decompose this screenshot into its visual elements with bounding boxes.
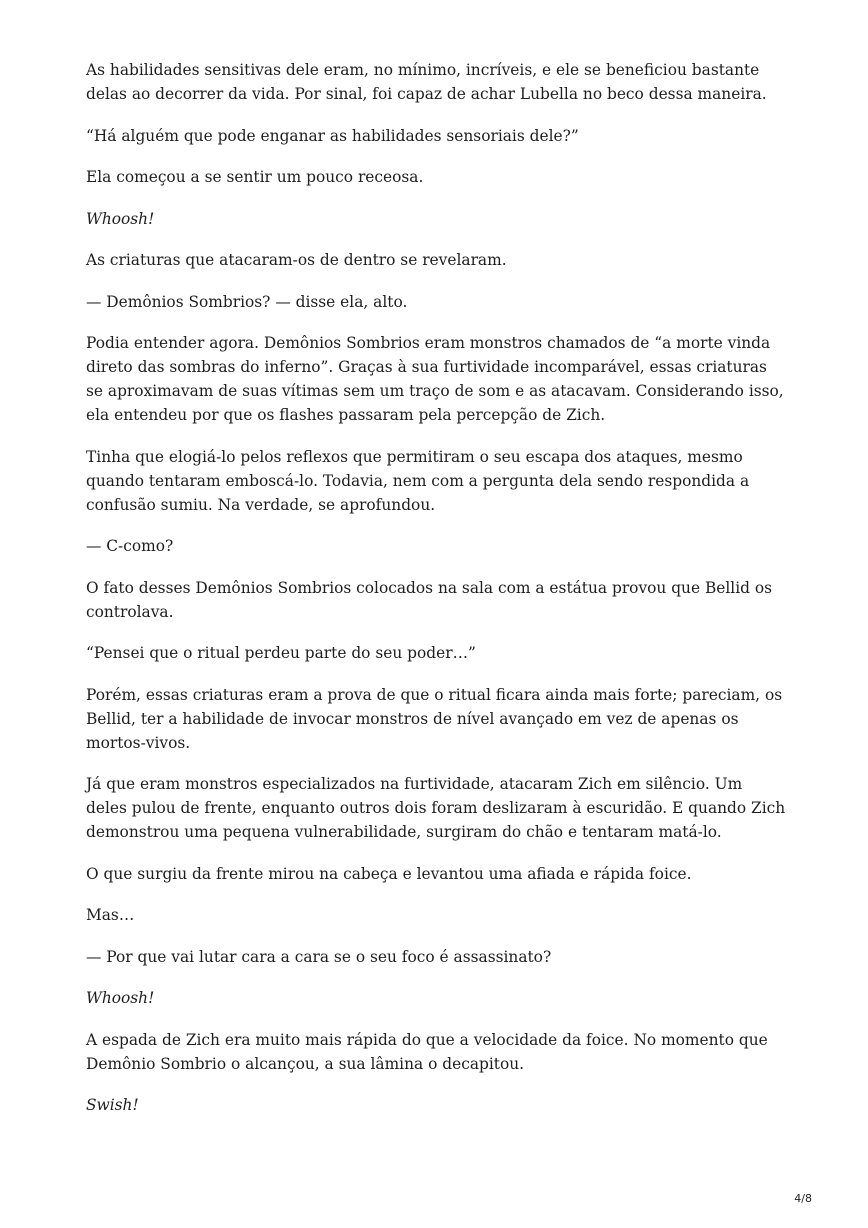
document-body xyxy=(86,58,786,1135)
sound-effect: Swish! xyxy=(86,1096,139,1114)
paragraph: A espada de Zich era muito mais rápida do que a velocidade da foice. No momento que Demônio Sombrio o alcançou, a sua lâmina o decapitou. xyxy=(86,1030,768,1073)
paragraph: “Há alguém que pode enganar as habilidades sensoriais dele?” xyxy=(86,126,579,145)
paragraph: As criaturas que atacaram-os de dentro se revelaram. xyxy=(86,251,507,269)
paragraph: — C-como? xyxy=(86,537,174,555)
paragraph: Porém, essas criaturas eram a prova de que o ritual ficara ainda mais forte; pareciam, os Bellid, ter a habilidade de invocar monstros de nível avançado em vez de apenas os mortos-vivos. xyxy=(86,685,783,752)
paragraph: Mas… xyxy=(86,906,135,924)
page-number: 4/8 xyxy=(794,1192,812,1205)
paragraph: — Demônios Sombrios? — disse ela, alto. xyxy=(86,292,408,311)
paragraph: O que surgiu da frente mirou na cabeça e levantou uma afiada e rápida foice. xyxy=(86,864,692,883)
paragraph: As habilidades sensitivas dele eram, no mínimo, incríveis, e ele se beneficiou bastante delas ao decorrer da vida. Por sinal, foi capaz de achar Lubella no beco dessa maneira. xyxy=(86,61,767,103)
paragraph: — Por que vai lutar cara a cara se o seu foco é assassinato? xyxy=(86,947,552,966)
paragraph: Tinha que elogiá-lo pelos reflexos que permitiram o seu escapa dos ataques, mesmo quando tentaram emboscá-lo. Todavia, nem com a pergunta dela sendo respondida a confusão sumiu. Na verdade, se aprofundou. xyxy=(86,447,750,514)
paragraph: O fato desses Demônios Sombrios colocados na sala com a estátua provou que Bellid os controlava. xyxy=(86,578,773,621)
paragraph: “Pensei que o ritual perdeu parte do seu poder…” xyxy=(86,644,476,662)
sound-effect: Whoosh! xyxy=(86,209,155,228)
paragraph: Ela começou a se sentir um pouco receosa. xyxy=(86,168,424,186)
paragraph: Podia entender agora. Demônios Sombrios eram monstros chamados de “a morte vinda direto das sombras do inferno”. Graças à sua furtividade incomparável, essas criaturas se aproximavam de suas vítimas sem um traço de som e as atacavam. Considerando isso, ela entendeu por que os flashes passaram pela percepção de Zich. xyxy=(86,334,784,424)
sound-effect: Whoosh! xyxy=(86,989,155,1007)
paragraph: Já que eram monstros especializados na furtividade, atacaram Zich em silêncio. Um deles pulou de frente, enquanto outros dois foram deslizaram à escuridão. E quando Zich demonstrou uma pequena vulnerabilidade, surgiram do chão e tentaram matá-lo. xyxy=(86,775,786,841)
